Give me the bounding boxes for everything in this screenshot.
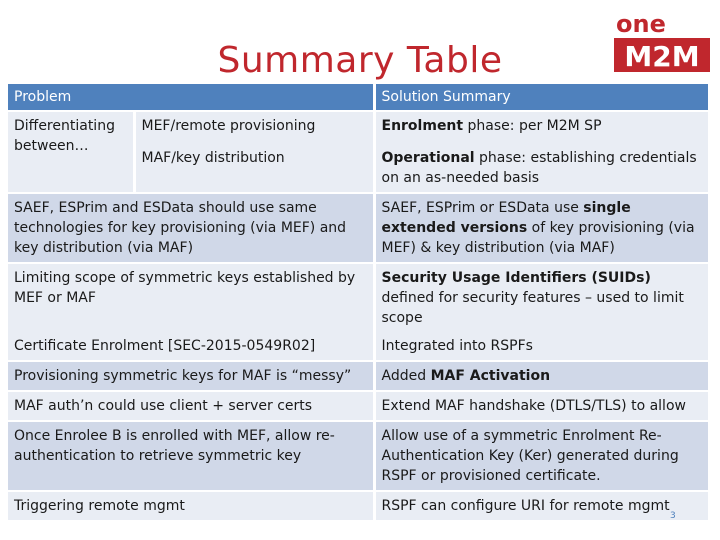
- solution-text: of key provisioning (via MEF) & key distribution (via MAF): [381, 220, 695, 256]
- solution-text: defined for security features – used to limit scope: [381, 290, 684, 326]
- differentiating-label: Differentiating between…: [8, 111, 134, 193]
- onem2m-logo: [612, 8, 712, 74]
- solution-cell: Allow use of a symmetric Enrolment Re-Authentication Key (Ker) generated during RSPF or provisioned certificate.: [374, 421, 708, 491]
- problem-cell: Once Enrolee B is enrolled with MEF, allow re-authentication to retrieve symmetric key: [8, 421, 374, 491]
- solution-bold: Security Usage Identifiers (SUIDs): [381, 270, 651, 286]
- problem-cell: MEF/remote provisioning: [134, 111, 374, 144]
- table-row: [8, 491, 708, 520]
- summary-table: [8, 84, 708, 520]
- problem-cell: MAF/key distribution: [134, 144, 374, 193]
- solution-text: phase: establishing credentials on an as-needed basis: [381, 150, 697, 186]
- solution-bold: Enrolment: [381, 118, 464, 134]
- solution-cell: [374, 193, 708, 263]
- table-row: [8, 421, 708, 491]
- solution-cell: [374, 111, 708, 144]
- problem-cell: Triggering remote mgmt: [8, 491, 374, 520]
- solution-cell: [374, 144, 708, 193]
- slide-title: Summary Table: [217, 40, 503, 81]
- solution-text: SAEF, ESPrim or ESData use: [381, 200, 584, 216]
- solution-cell: Extend MAF handshake (DTLS/TLS) to allow: [374, 391, 708, 421]
- table-row: [8, 332, 708, 361]
- table-row: [8, 263, 708, 332]
- table-row: [8, 193, 708, 263]
- solution-cell: [374, 361, 708, 391]
- solution-cell: [374, 263, 708, 332]
- header-problem: Problem: [8, 84, 374, 111]
- solution-cell: Integrated into RSPFs: [374, 332, 708, 361]
- page-number: 3: [670, 511, 676, 521]
- solution-cell: RSPF can configure URI for remote mgmt: [374, 491, 708, 520]
- problem-cell: SAEF, ESPrim and ESData should use same technologies for key provisioning (via MEF) and key distribution (via MAF): [8, 193, 374, 263]
- table-row: [8, 391, 708, 421]
- solution-bold: MAF Activation: [430, 368, 551, 384]
- problem-cell: MAF auth’n could use client + server certs: [8, 391, 374, 421]
- table-row: [8, 361, 708, 391]
- solution-text: Added: [381, 368, 431, 384]
- problem-cell: Provisioning symmetric keys for MAF is “messy”: [8, 361, 374, 391]
- solution-text: phase: per M2M SP: [463, 118, 602, 134]
- solution-bold: Operational: [381, 150, 475, 166]
- problem-cell: Certificate Enrolment [SEC-2015-0549R02]: [8, 332, 374, 361]
- solution-bold: single extended versions: [381, 200, 631, 236]
- logo-one-text: one: [616, 10, 666, 38]
- table-header-row: [8, 84, 708, 111]
- problem-cell: Limiting scope of symmetric keys established by MEF or MAF: [8, 263, 374, 332]
- table-row: [8, 111, 708, 144]
- logo-m2m-text: M2M: [624, 40, 700, 73]
- header-solution: Solution Summary: [374, 84, 708, 111]
